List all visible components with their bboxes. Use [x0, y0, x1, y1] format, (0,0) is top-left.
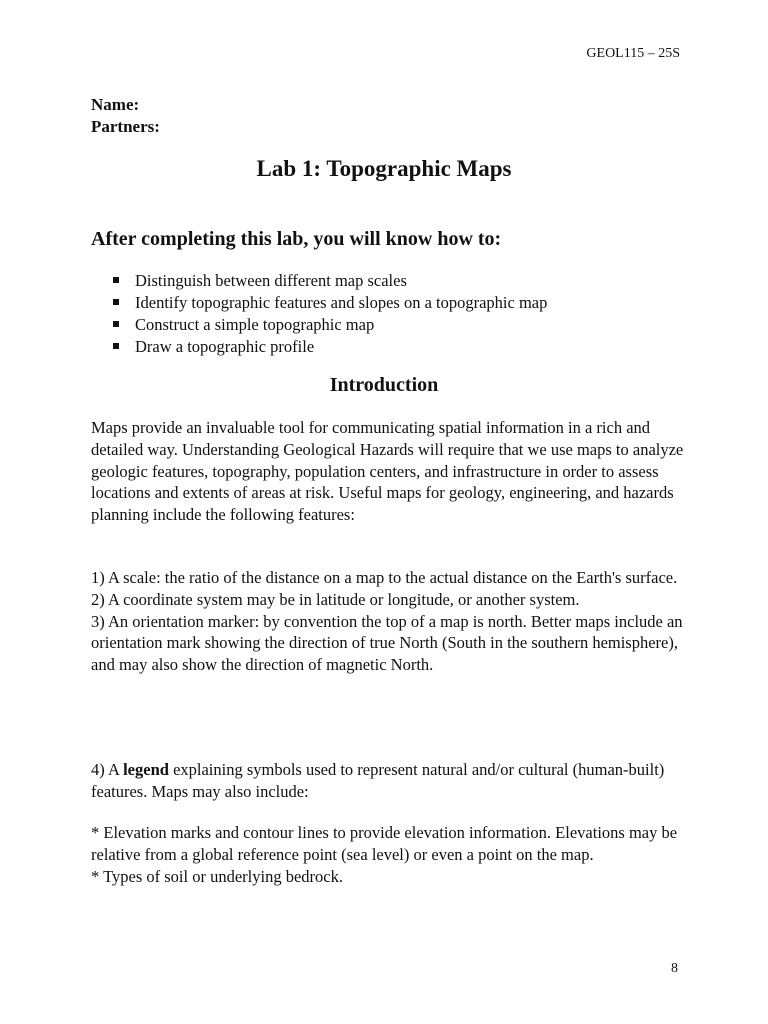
extra-soil: * Types of soil or underlying bedrock.	[91, 866, 343, 886]
map-features-list	[91, 567, 691, 676]
page-number: 8	[671, 961, 678, 976]
objective-item: Draw a topographic profile	[113, 336, 547, 358]
feature-legend	[91, 759, 691, 803]
name-label: Name:	[91, 95, 140, 114]
objective-item: Identify topographic features and slopes on a topographic map	[113, 292, 547, 314]
extra-elevation: * Elevation marks and contour lines to provide elevation information. Elevations may be relative from a global reference point (sea level) or even a point on the map.	[91, 823, 678, 864]
introduction-heading: Introduction	[329, 374, 439, 396]
name-partners-block	[91, 94, 160, 138]
additional-features	[91, 822, 691, 887]
legend-term: legend	[123, 760, 169, 779]
objectives-list	[113, 270, 547, 358]
page-title: Lab 1: Topographic Maps	[256, 156, 512, 181]
feature-scale: 1) A scale: the ratio of the distance on a map to the actual distance on the Earth's surface.	[91, 568, 678, 587]
objective-item: Construct a simple topographic map	[113, 314, 547, 336]
feature-orientation: 3) An orientation marker: by convention the top of a map is north. Better maps include an orientation mark showing the direction of true North (South in the southern hemisphere), and may also show the direction of magnetic North.	[91, 611, 683, 675]
legend-suffix: explaining symbols used to represent natural and/or cultural (human-built) features. Maps may also include:	[91, 760, 665, 801]
partners-label: Partners:	[91, 117, 160, 136]
legend-prefix: 4) A	[91, 760, 124, 779]
course-code: GEOL115 – 25S	[586, 46, 680, 61]
objectives-heading: After completing this lab, you will know how to:	[91, 228, 502, 250]
feature-coordinate-system: 2) A coordinate system may be in latitude or longitude, or another system.	[91, 589, 580, 609]
intro-paragraph: Maps provide an invaluable tool for communicating spatial information in a rich and detailed way. Understanding Geological Hazards will require that we use maps to analyze geologic features, topography, population centers, and infrastructure in order to assess locations and extents of areas at risk. Useful maps for geology, engineering, and hazards planning include the following features:	[91, 418, 684, 525]
objective-item: Distinguish between different map scales	[113, 270, 547, 292]
